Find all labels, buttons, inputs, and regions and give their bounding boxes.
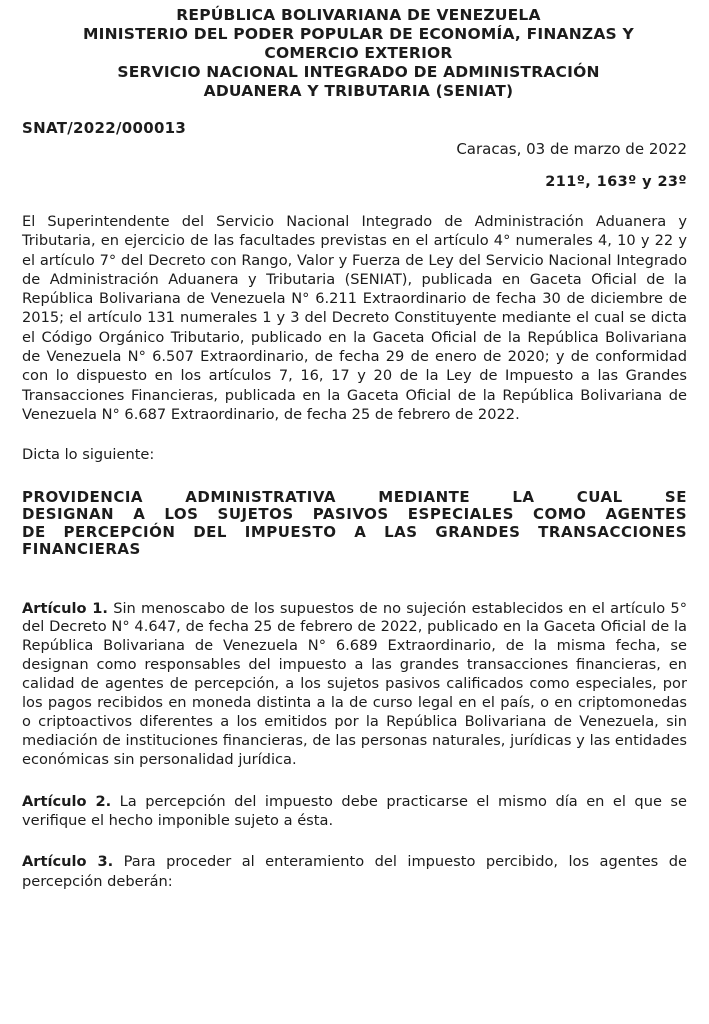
header-service: SERVICIO NACIONAL INTEGRADO DE ADMINISTRACIÓN [117,63,600,81]
article-1-text: Sin menoscabo de los supuestos de no sujeción establecidos en el artículo 5° del Decreto N° 4.647, de fecha 25 de febrero de 2022, publicado en la Gaceta Oficial de la República Bolivariana de Venezuela N° 6.689 Extraordinario, de la misma fecha, se designan como responsables del impuesto a las grandes transacciones financieras, en calidad de agentes de percepción, a los sujetos pasivos calificados como especiales, por los pagos recibidos en moneda distinta a la de curso legal en el país, o en criptomonedas o criptoactivos diferentes a los emitidos por la República Bolivariana de Venezuela, sin mediación de instituciones financieras, de las personas naturales, jurídicas y las entidades económicas sin personalidad jurídica. [22,599,687,768]
article-3-text: Para proceder al enteramiento del impuesto percibido, los agentes de percepción deberán: [22,853,687,890]
title-line-1: PROVIDENCIA ADMINISTRATIVA MEDIANTE LA CUAL SE [22,487,687,506]
title-line-4: FINANCIERAS [22,540,141,559]
letterhead [22,6,687,101]
document-number: SNAT/2022/000013 [22,119,187,137]
title-line-3: DE PERCEPCIÓN DEL IMPUESTO A LAS GRANDES TRANSACCIONES [22,522,687,541]
date-line: Caracas, 03 de marzo de 2022 [456,140,687,158]
article-3 [22,852,687,891]
article-2-text: La percepción del impuesto debe practicarse el mismo día en el que se verifique el hecho imponible sujeto a ésta. [22,792,687,830]
title-line-2: DESIGNAN A LOS SUJETOS PASIVOS ESPECIALES COMO AGENTES [22,505,687,524]
article-2 [22,792,687,831]
article-3-label: Artículo 3. [22,853,114,871]
providencia-title [22,489,687,559]
preamble-paragraph: El Superintendente del Servicio Nacional Integrado de Administración Aduanera y Tributaria, en ejercicio de las facultades previstas en el artículo 4° numerales 4, 10 y 22 y el artículo 7° del Decreto con Rango, Valor y Fuerza de Ley del Servicio Nacional Integrado de Administración Aduanera y Tributaria (SENIAT), publicada en Gaceta Oficial de la República Bolivariana de Venezuela N° 6.211 Extraordinario de fecha 30 de diciembre de 2015; el artículo 131 numerales 1 y 3 del Decreto Constituyente mediante el cual se dicta el Código Orgánico Tributario, publicado en la Gaceta Oficial de la República Bolivariana de Venezuela N° 6.507 Extraordinario, de fecha 29 de enero de 2020; y de conformidad con lo dispuesto en los artículos 7, 16, 17 y 20 de la Ley de Impuesto a las Grandes Transacciones Financieras, publicada en la Gaceta Oficial de la República Bolivariana de Venezuela N° 6.687 Extraordinario, de fecha 25 de febrero de 2022. [22,213,687,423]
anniversary-years: 211º, 163º y 23º [545,174,687,190]
article-2-label: Artículo 2. [22,792,112,810]
dicta-line: Dicta lo siguiente: [22,446,155,464]
header-ministry-cont: COMERCIO EXTERIOR [264,44,453,62]
article-1-label: Artículo 1. [22,599,108,617]
header-service-cont: ADUANERA Y TRIBUTARIA (SENIAT) [203,82,514,100]
article-1 [22,600,687,770]
header-country: REPÚBLICA BOLIVARIANA DE VENEZUELA [176,6,541,24]
header-ministry: MINISTERIO DEL PODER POPULAR DE ECONOMÍA, FINANZAS Y [83,25,634,43]
